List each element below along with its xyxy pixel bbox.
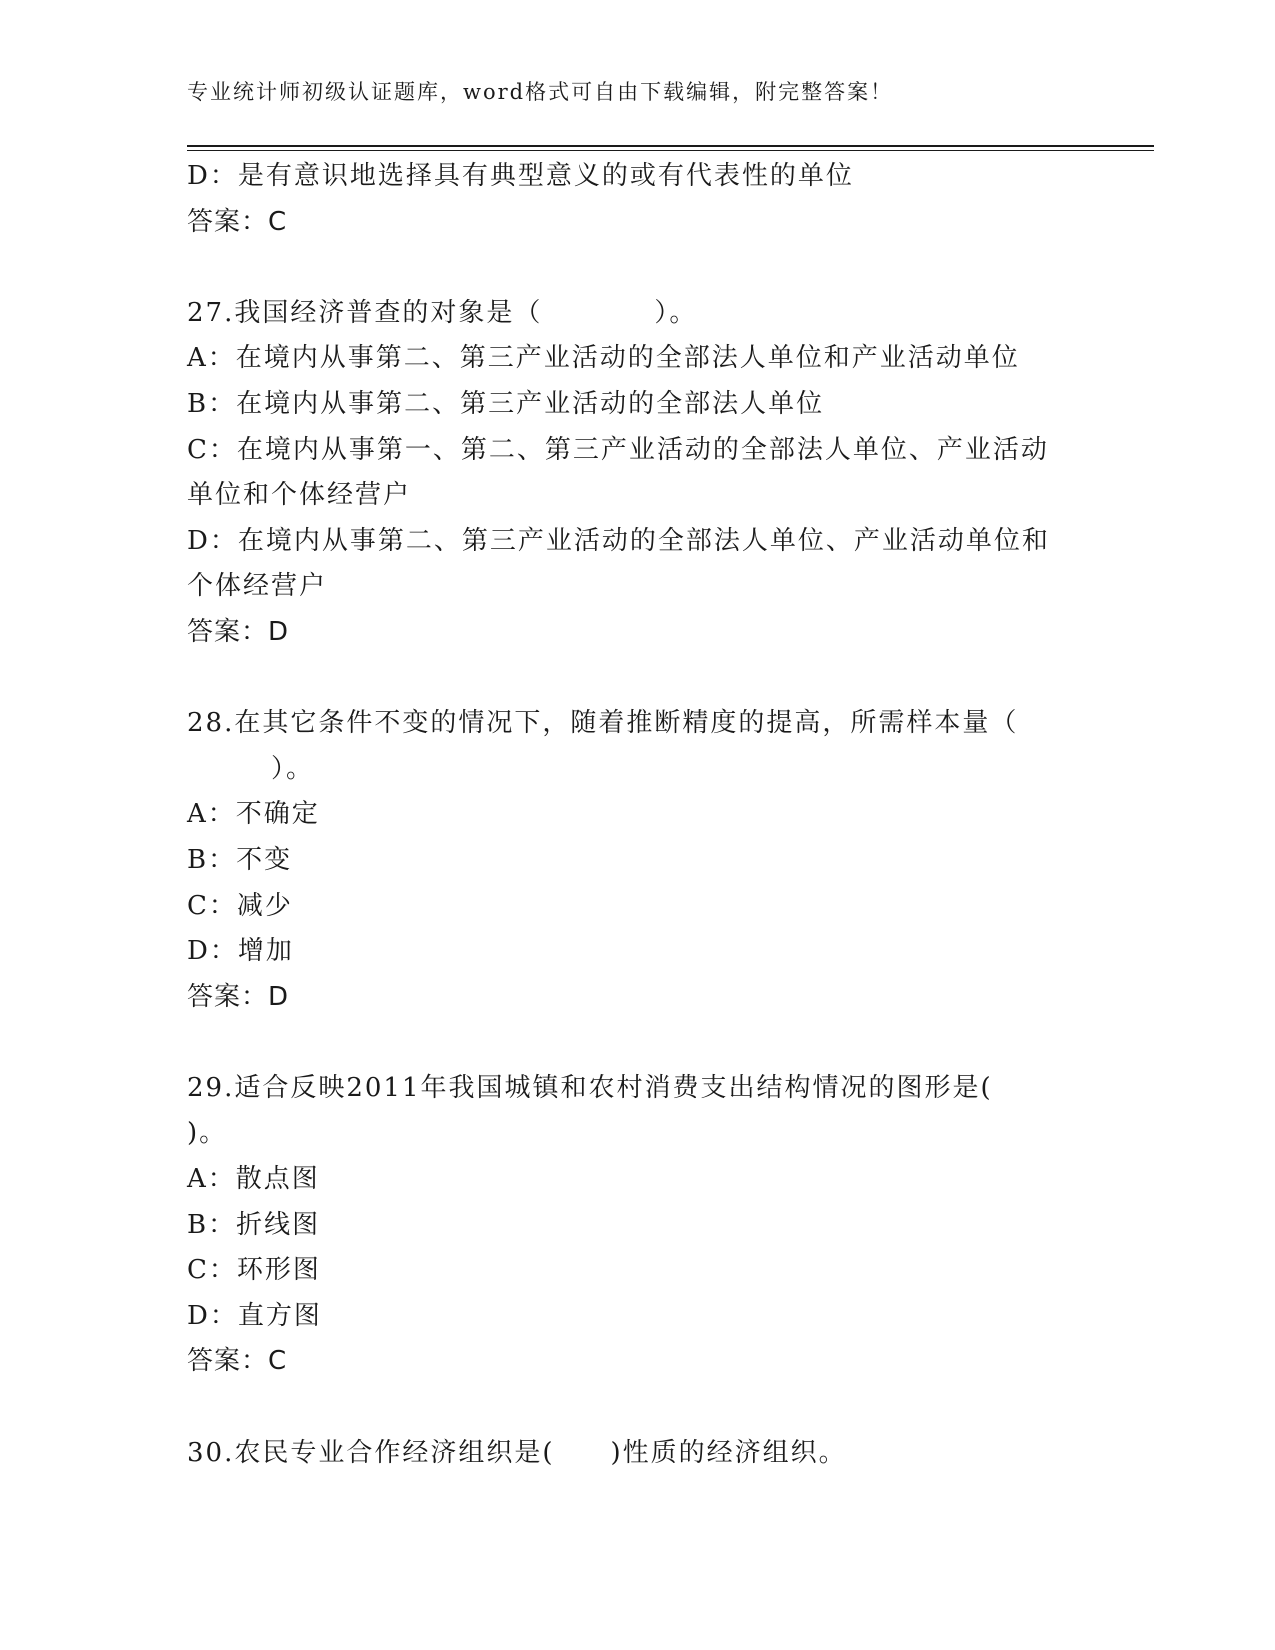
spacer (187, 1385, 1077, 1431)
option-a: A：不确定 (187, 799, 320, 830)
question-30 (187, 1431, 1077, 1477)
question-29 (187, 1066, 1077, 1385)
question-28 (187, 701, 1077, 1020)
answer: 答案：C (187, 206, 288, 237)
question-26-tail (187, 154, 1077, 245)
option-a: A：在境内从事第二、第三产业活动的全部法人单位和产业活动单位 (187, 343, 1020, 374)
option-b: B：折线图 (187, 1209, 321, 1240)
spacer (187, 656, 1077, 702)
question-stem: 29.适合反映2011年我国城镇和农村消费支出结构情况的图形是( (187, 1072, 993, 1103)
option-c: C：环形图 (187, 1255, 321, 1286)
answer: 答案：D (187, 616, 290, 647)
answer: 答案：C (187, 1346, 288, 1377)
option-d: D：在境内从事第二、第三产业活动的全部法人单位、产业活动单位和 (187, 525, 1050, 556)
question-stem: 28.在其它条件不变的情况下，随着推断精度的提高，所需样本量（ (187, 708, 1019, 739)
page-header: 专业统计师初级认证题库，word格式可自由下载编辑，附完整答案！ (187, 80, 894, 104)
answer: 答案：D (187, 981, 290, 1012)
header-divider (187, 145, 1154, 151)
option-c: C：在境内从事第一、第二、第三产业活动的全部法人单位、产业活动 (187, 434, 1049, 465)
question-stem: 30.农民专业合作经济组织是( )性质的经济组织。 (187, 1437, 847, 1468)
option-d: D：是有意识地选择具有典型意义的或有代表性的单位 (187, 161, 854, 191)
question-stem-continued: ）。 (187, 753, 315, 784)
option-b: B：不变 (187, 844, 293, 875)
option-c-continued: 单位和个体经营户 (187, 480, 412, 511)
question-27 (187, 291, 1077, 656)
option-d-continued: 个体经营户 (187, 571, 328, 602)
option-b: B：在境内从事第二、第三产业活动的全部法人单位 (187, 388, 825, 419)
question-stem-continued: )。 (187, 1118, 228, 1149)
option-c: C：减少 (187, 890, 293, 921)
option-a: A：散点图 (187, 1164, 320, 1195)
option-d: D：直方图 (187, 1300, 322, 1331)
spacer (187, 1020, 1077, 1066)
document-body (187, 154, 1077, 1476)
option-d: D：增加 (187, 936, 294, 967)
spacer (187, 245, 1077, 291)
question-stem: 27.我国经济普查的对象是（ ）。 (187, 297, 698, 328)
